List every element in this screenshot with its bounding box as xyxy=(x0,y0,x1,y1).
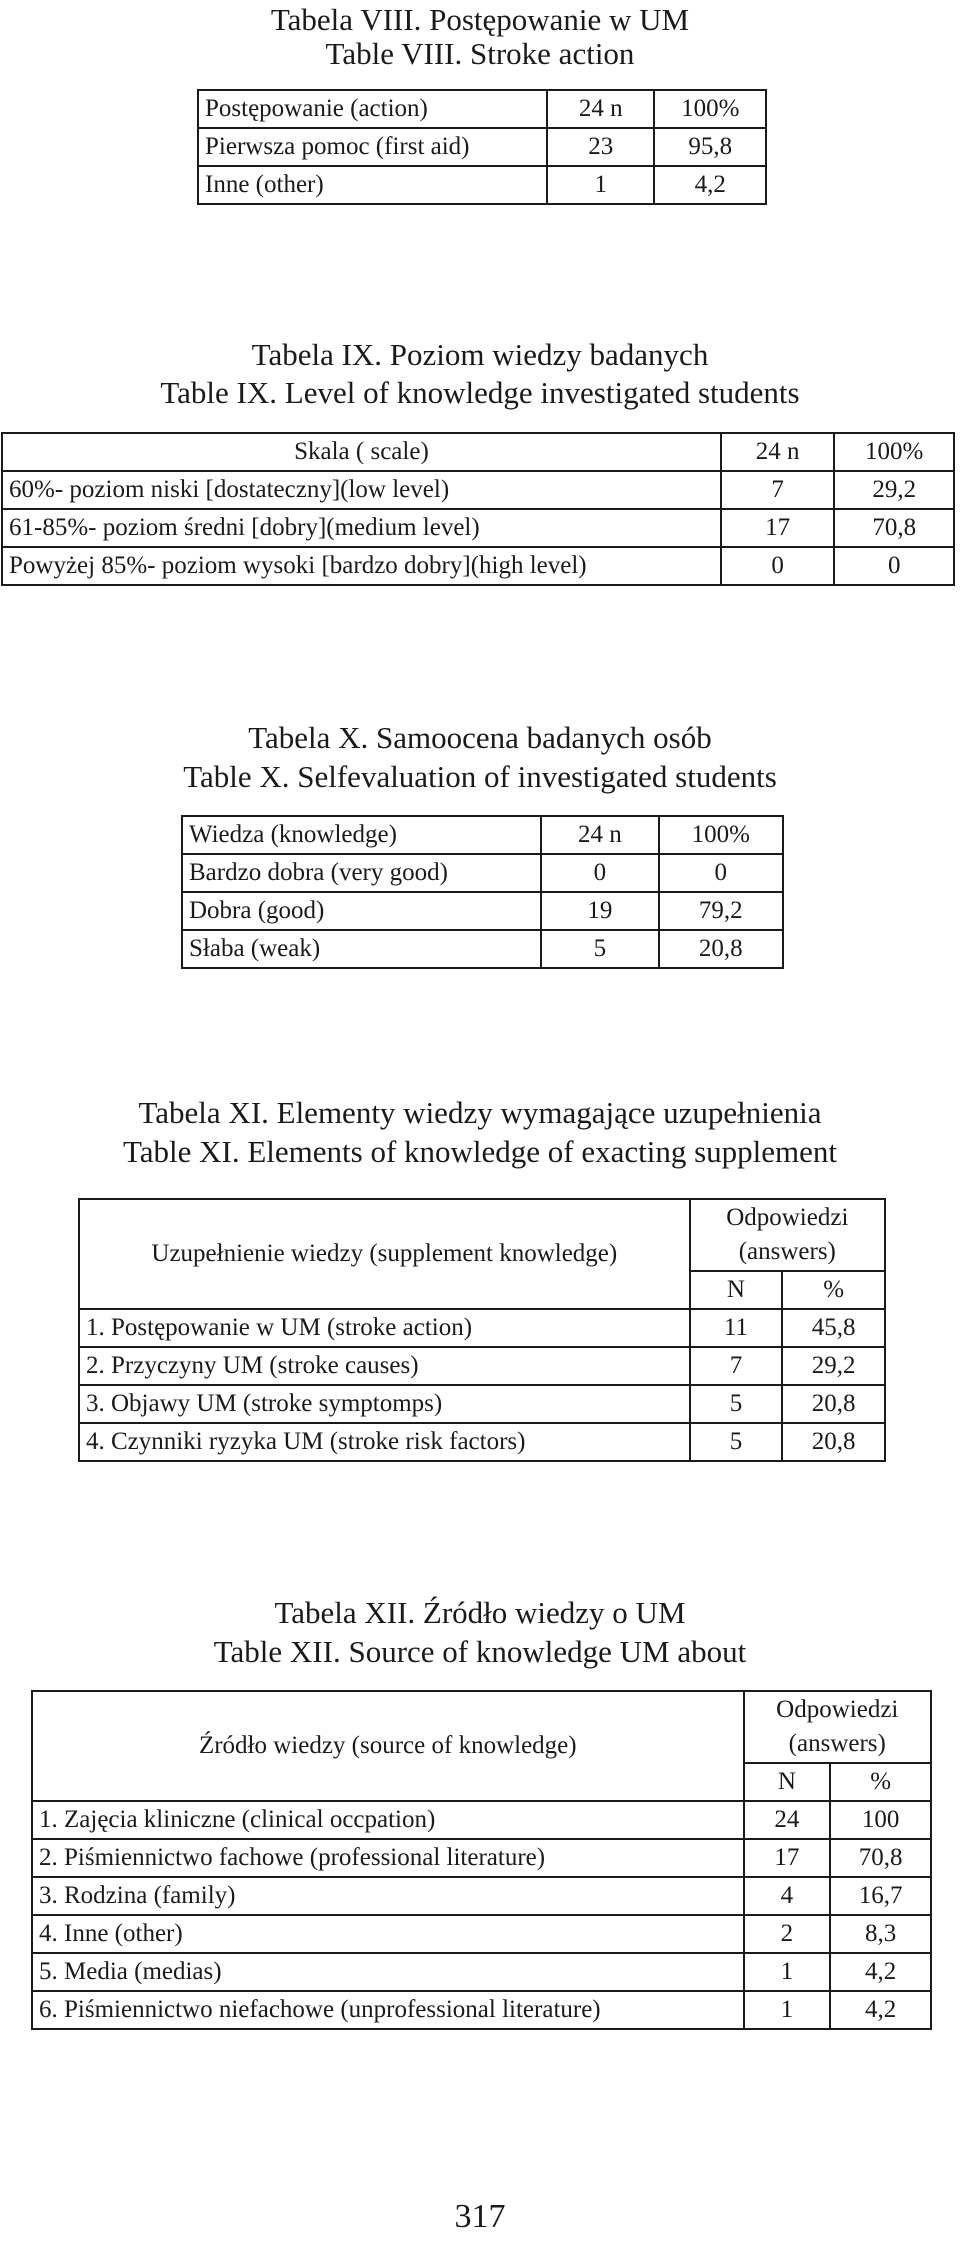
table-12-title-en: Table XII. Source of knowledge UM about xyxy=(213,1634,747,1669)
table-cell: 70,8 xyxy=(830,1839,931,1877)
table-cell: 20,8 xyxy=(782,1423,885,1461)
table-row xyxy=(182,854,783,892)
table-cell: 79,2 xyxy=(659,892,783,930)
table-row xyxy=(32,1991,931,2029)
header-cell: 100% xyxy=(834,433,954,471)
header-cell: N xyxy=(744,1763,831,1801)
table-cell: 20,8 xyxy=(782,1385,885,1423)
table-11-title-en: Table XI. Elements of knowledge of exacting supplement xyxy=(122,1134,838,1169)
table-row xyxy=(32,1691,931,1763)
table-10-title-pl: Tabela X. Samoocena badanych osób xyxy=(248,720,712,755)
table-row xyxy=(32,1801,931,1839)
header-cell: 24 n xyxy=(541,816,658,854)
table-cell: 5 xyxy=(690,1423,783,1461)
table-cell: Dobra (good) xyxy=(182,892,541,930)
answers-label-line-2: (answers) xyxy=(788,1730,886,1757)
header-cell: Źródło wiedzy (source of knowledge) xyxy=(32,1691,744,1801)
table-cell: 4. Inne (other) xyxy=(32,1915,744,1953)
table-cell: Słaba (weak) xyxy=(182,930,541,968)
table-cell: 4,2 xyxy=(830,1953,931,1991)
table-8-title-en: Table VIII. Stroke action xyxy=(325,36,635,71)
table-cell: 8,3 xyxy=(830,1915,931,1953)
table-row xyxy=(32,1915,931,1953)
table-row xyxy=(182,816,783,854)
table-cell: 6. Piśmiennictwo niefachowe (unprofessional literature) xyxy=(32,1991,744,2029)
table-cell: 7 xyxy=(721,471,835,509)
header-cell: 100% xyxy=(654,90,766,128)
table-8-title-pl: Tabela VIII. Postępowanie w UM xyxy=(270,2,690,37)
table-cell: 4. Czynniki ryzyka UM (stroke risk factors) xyxy=(79,1423,690,1461)
table-cell: 100 xyxy=(830,1801,931,1839)
table-cell: 17 xyxy=(744,1839,831,1877)
table-cell: 95,8 xyxy=(654,128,766,166)
header-cell: 24 n xyxy=(547,90,654,128)
table-cell: 0 xyxy=(541,854,658,892)
table-11-title-pl: Tabela XI. Elementy wiedzy wymagające uzupełnienia xyxy=(138,1095,822,1130)
table-cell: Bardzo dobra (very good) xyxy=(182,854,541,892)
table-cell: 0 xyxy=(834,547,954,585)
table-10-title-en: Table X. Selfevaluation of investigated students xyxy=(183,759,777,794)
table-12 xyxy=(31,1690,932,2030)
table-cell: 60%- poziom niski [dostateczny](low level) xyxy=(2,471,721,509)
answers-header xyxy=(744,1691,931,1763)
table-cell: 2. Przyczyny UM (stroke causes) xyxy=(79,1347,690,1385)
table-8 xyxy=(197,89,767,205)
header-cell: % xyxy=(782,1271,885,1309)
table-row xyxy=(198,128,766,166)
table-cell: 29,2 xyxy=(834,471,954,509)
answers-label-line-1: Odpowiedzi xyxy=(776,1696,899,1723)
table-cell: 4,2 xyxy=(654,166,766,204)
table-9-title-pl: Tabela IX. Poziom wiedzy badanych xyxy=(251,337,709,372)
table-11 xyxy=(78,1198,886,1462)
table-cell: 16,7 xyxy=(830,1877,931,1915)
table-cell: 1. Zajęcia kliniczne (clinical occpation) xyxy=(32,1801,744,1839)
table-cell: 4,2 xyxy=(830,1991,931,2029)
table-row xyxy=(182,892,783,930)
table-10 xyxy=(181,815,784,969)
table-cell: 19 xyxy=(541,892,658,930)
header-cell: Wiedza (knowledge) xyxy=(182,816,541,854)
table-cell: 7 xyxy=(690,1347,783,1385)
table-cell: 29,2 xyxy=(782,1347,885,1385)
table-row xyxy=(79,1347,885,1385)
table-cell: 23 xyxy=(547,128,654,166)
table-row xyxy=(182,930,783,968)
table-row xyxy=(2,471,954,509)
answers-label-line-2: (answers) xyxy=(738,1238,836,1265)
table-cell: 70,8 xyxy=(834,509,954,547)
table-cell: 4 xyxy=(744,1877,831,1915)
table-row xyxy=(32,1953,931,1991)
table-cell: 2 xyxy=(744,1915,831,1953)
table-9-title-en: Table IX. Level of knowledge investigated students xyxy=(160,375,800,410)
table-12-title-pl: Tabela XII. Źródło wiedzy o UM xyxy=(274,1595,686,1630)
header-cell: 24 n xyxy=(721,433,835,471)
table-row xyxy=(32,1877,931,1915)
table-row xyxy=(2,547,954,585)
header-cell: % xyxy=(830,1763,931,1801)
table-cell: 0 xyxy=(721,547,835,585)
table-cell: 20,8 xyxy=(659,930,783,968)
table-cell: 5 xyxy=(541,930,658,968)
header-cell: Skala ( scale) xyxy=(2,433,721,471)
table-row xyxy=(32,1839,931,1877)
answers-header xyxy=(690,1199,885,1271)
table-row xyxy=(198,166,766,204)
table-cell: 0 xyxy=(659,854,783,892)
table-cell: 1 xyxy=(547,166,654,204)
table-row xyxy=(79,1385,885,1423)
table-row xyxy=(79,1423,885,1461)
table-cell: Inne (other) xyxy=(198,166,547,204)
table-cell: 24 xyxy=(744,1801,831,1839)
table-row xyxy=(79,1309,885,1347)
table-row xyxy=(79,1199,885,1271)
table-row xyxy=(198,90,766,128)
table-cell: Pierwsza pomoc (first aid) xyxy=(198,128,547,166)
table-9 xyxy=(1,432,955,586)
table-cell: 2. Piśmiennictwo fachowe (professional literature) xyxy=(32,1839,744,1877)
header-cell: 100% xyxy=(659,816,783,854)
table-cell: 45,8 xyxy=(782,1309,885,1347)
table-cell: 1 xyxy=(744,1953,831,1991)
header-cell: N xyxy=(690,1271,783,1309)
answers-label-line-1: Odpowiedzi xyxy=(726,1204,849,1231)
header-cell: Uzupełnienie wiedzy (supplement knowledge) xyxy=(79,1199,690,1309)
table-cell: 1. Postępowanie w UM (stroke action) xyxy=(79,1309,690,1347)
table-cell: Powyżej 85%- poziom wysoki [bardzo dobry](high level) xyxy=(2,547,721,585)
table-cell: 61-85%- poziom średni [dobry](medium level) xyxy=(2,509,721,547)
page-number: 317 xyxy=(454,2198,506,2235)
table-cell: 17 xyxy=(721,509,835,547)
table-cell: 11 xyxy=(690,1309,783,1347)
table-cell: 3. Rodzina (family) xyxy=(32,1877,744,1915)
table-cell: 5 xyxy=(690,1385,783,1423)
table-cell: 3. Objawy UM (stroke symptomps) xyxy=(79,1385,690,1423)
table-cell: 5. Media (medias) xyxy=(32,1953,744,1991)
header-cell: Postępowanie (action) xyxy=(198,90,547,128)
table-cell: 1 xyxy=(744,1991,831,2029)
table-row xyxy=(2,509,954,547)
table-row xyxy=(2,433,954,471)
